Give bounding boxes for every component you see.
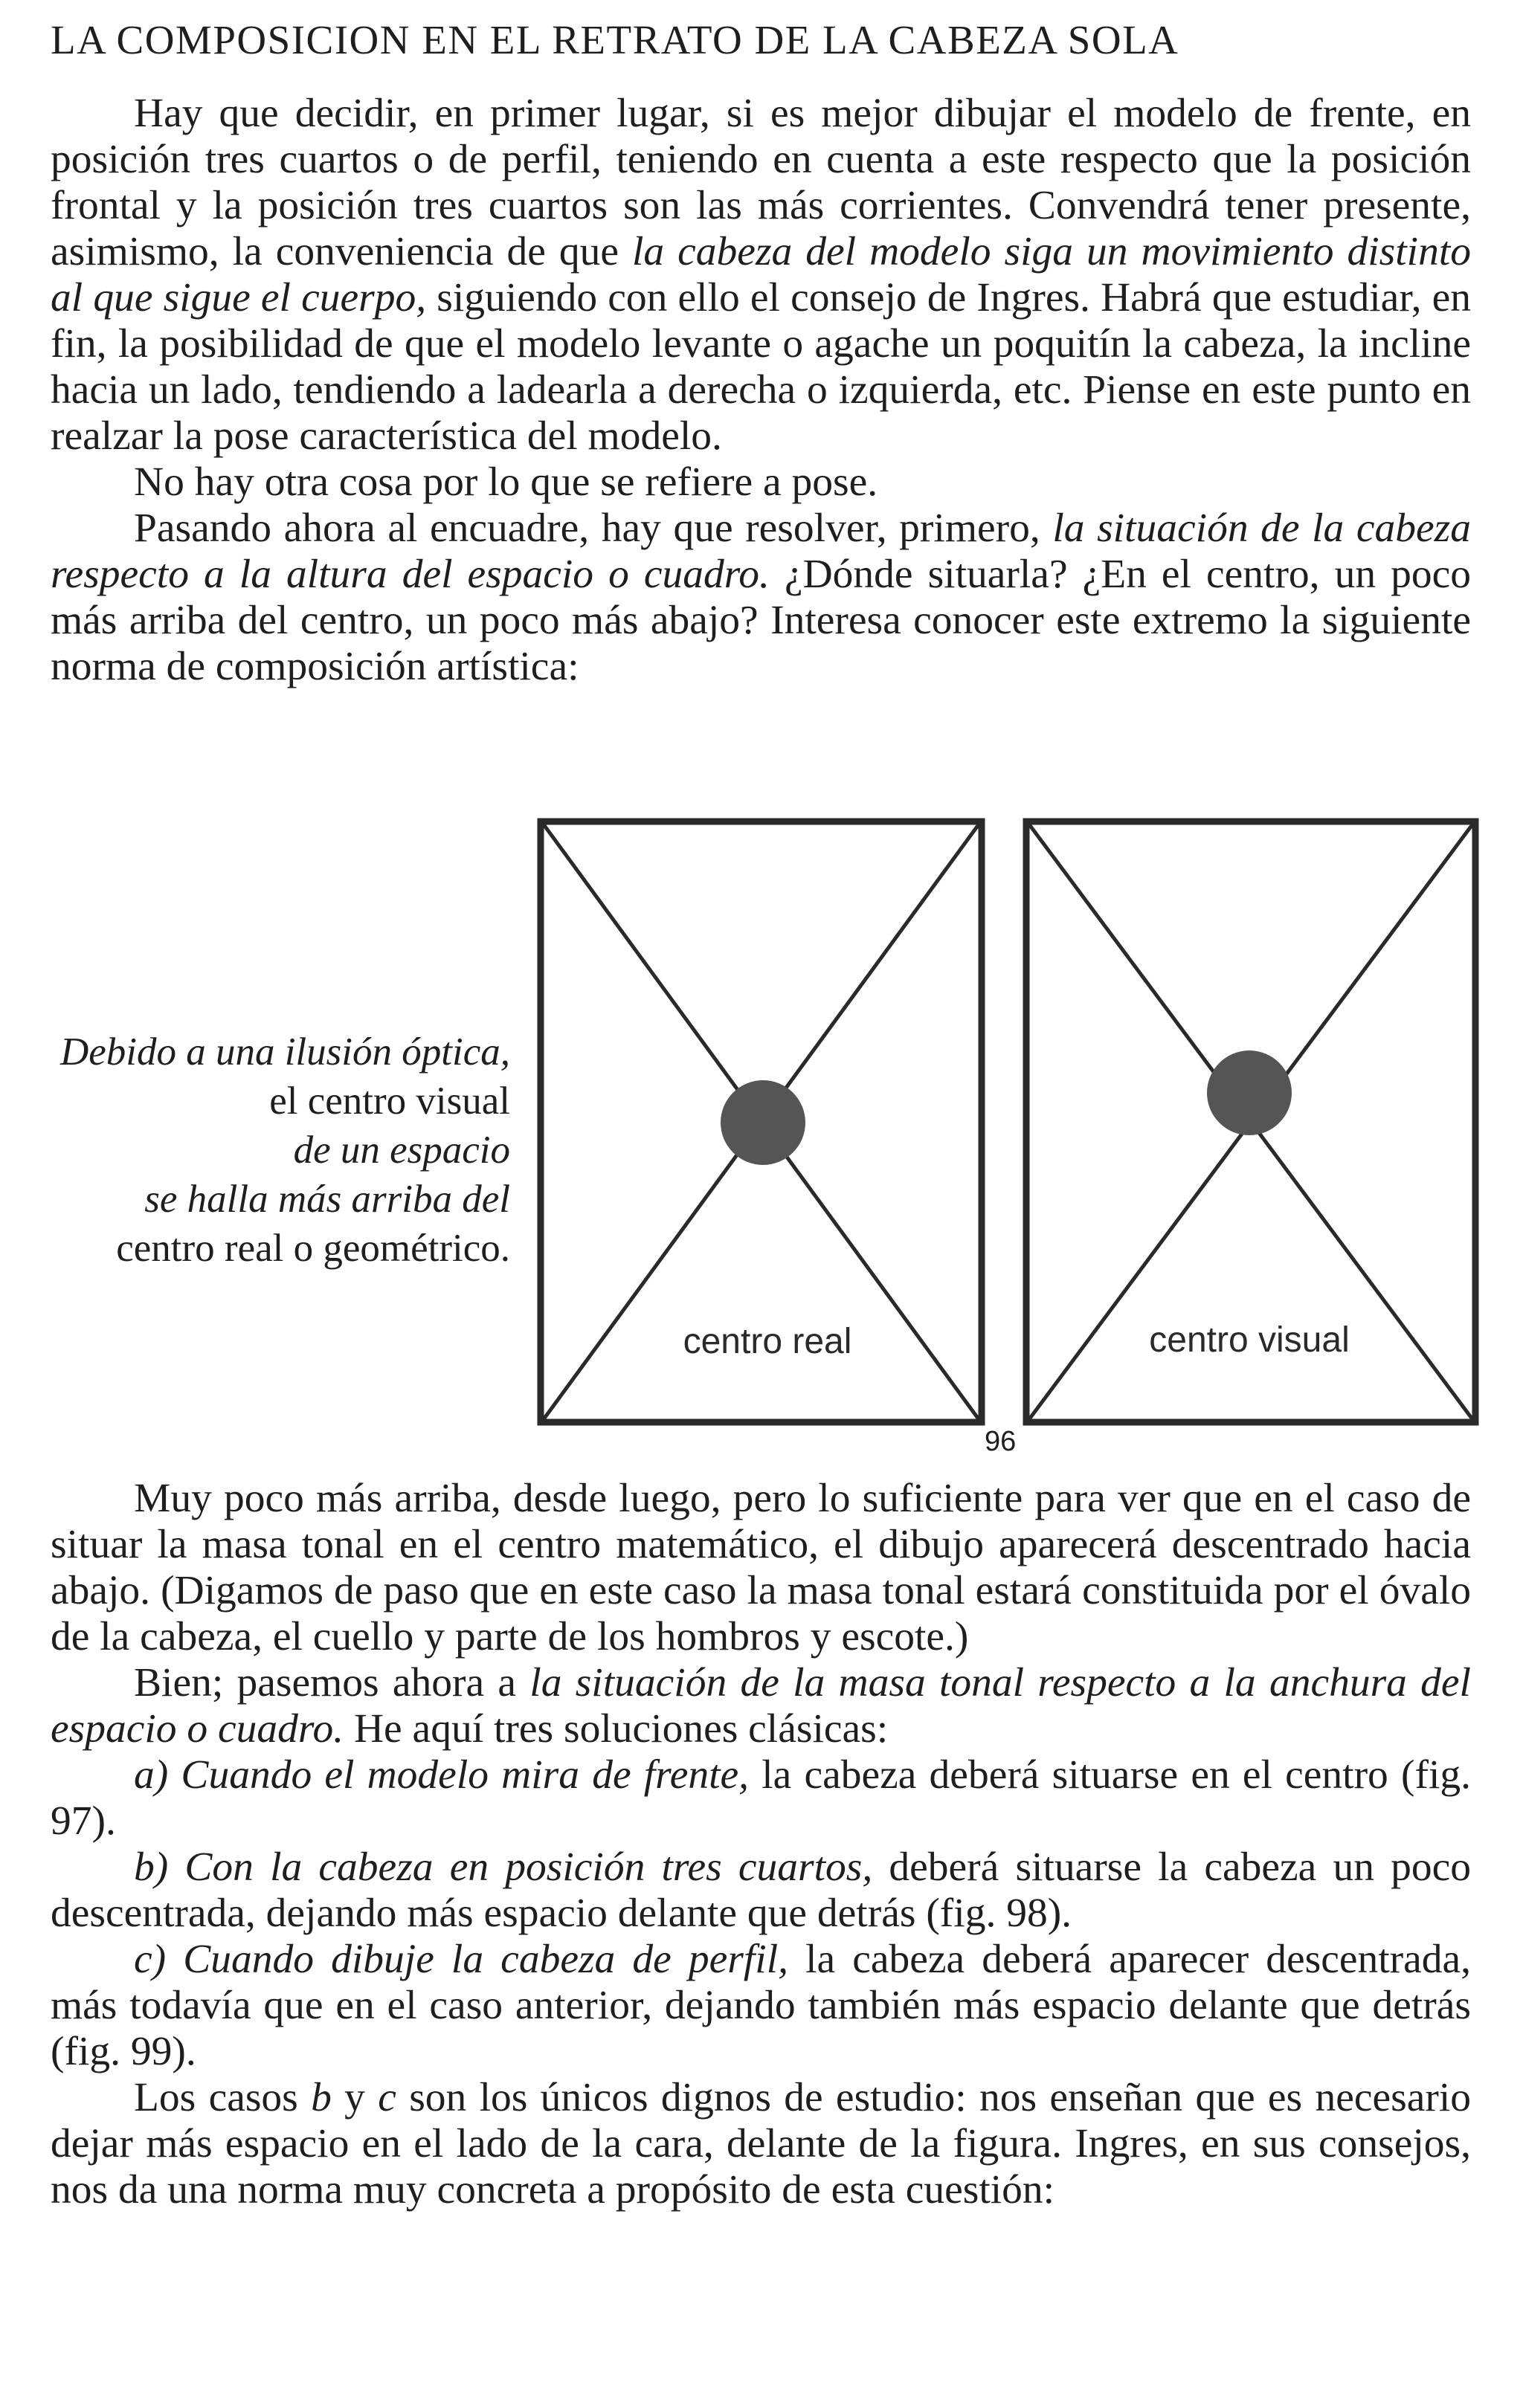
text-run: la cabeza deberá situarse en el centro (fig. 97). — [51, 1752, 1471, 1844]
paragraph — [51, 1752, 1471, 1844]
italic-run: a) — [134, 1752, 169, 1798]
label-centro-visual: centro visual — [1149, 1320, 1350, 1360]
panel-visual-center — [1026, 822, 1475, 1422]
paragraph — [51, 2075, 1471, 2213]
text-run: Muy poco más arriba, desde luego, pero lo suficiente para ver que en el caso de situar la masa tonal en el centro matemático, el dibujo aparecerá descentrado hacia abajo. (Digamos de paso que en este caso la masa tonal estará constituida por el óvalo de la cabeza, el cuello y parte de los hombros y escote.) — [51, 1476, 1471, 1659]
text-run: deberá situarse la cabeza un poco descentrada, dejando más espacio delante que detrás (fig. 98). — [51, 1844, 1472, 1936]
figure-number: 96 — [985, 1426, 1017, 1457]
italic-run: Con la cabeza en posición tres cuartos, — [184, 1844, 873, 1890]
page-title: LA COMPOSICION EN EL RETRATO DE LA CABEZA SOLA — [51, 17, 1179, 62]
italic-run: c) — [134, 1937, 167, 1982]
text-run: la cabeza deberá aparecer descentrada, más todavía que en el caso anterior, dejando también más espacio delante que detrás (fig. 99). — [51, 1937, 1472, 2074]
text-run: y — [331, 2075, 379, 2120]
text-run: Bien; pasemos ahora a — [134, 1660, 530, 1705]
paragraph — [51, 1937, 1471, 2075]
paragraph — [51, 1660, 1471, 1752]
text-run: Hay que decidir, en primer lugar, si es mejor dibujar el modelo de frente, en posición tres cuartos o de perfil, teniendo en cuenta a este respecto que la posición frontal y la posición tres cuartos son las más corrientes. Convendrá tener presente, asimismo, la conveniencia de que — [51, 91, 1471, 274]
italic-run: Cuando el modelo mira de frente, — [181, 1752, 750, 1798]
text-run: No hay otra cosa por lo que se refiere a pose. — [134, 459, 878, 505]
italic-run: c — [378, 2075, 396, 2120]
text-run: son los únicos dignos de estudio: nos enseñan que es necesario dejar más espacio en el lado de la cara, delante de la figura. Ingres, en sus consejos, nos da una norma muy concreta a propósito de esta cuestión: — [51, 2075, 1471, 2212]
italic-run: la situación de la cabeza respecto a la altura del espacio o cuadro. — [51, 506, 1471, 597]
caption-line: Debido a una ilusión óptica, — [59, 1030, 510, 1074]
text-run: Los casos — [134, 2075, 312, 2120]
tonal-mass-dot — [1207, 1050, 1292, 1135]
label-centro-real: centro real — [683, 1322, 852, 1361]
italic-run: la situación de la masa tonal respecto a la anchura del espacio o cuadro. — [51, 1660, 1471, 1752]
italic-run: la cabeza del modelo siga un movimiento distinto al que sigue el cuerpo, — [51, 229, 1471, 320]
body-text-bottom — [51, 1476, 1471, 2213]
text-run: siguiendo con ello el consejo de Ingres. Habrá que estudiar, en fin, la posibilidad de que el modelo levante o agache un poquitín la cabeza, la incline hacia un lado, tendiendo a ladearla a derecha o izquierda, etc. Piense en este punto en realzar la pose característica del modelo. — [51, 275, 1471, 459]
caption-line: centro real o geométrico. — [116, 1227, 510, 1270]
text-run — [166, 1937, 183, 1982]
text-run: He aquí tres soluciones clásicas: — [344, 1706, 889, 1752]
paragraph — [51, 1844, 1471, 1937]
text-run: Pasando ahora al encuadre, hay que resolver, primero, — [134, 506, 1053, 551]
paragraph — [51, 1476, 1471, 1660]
caption-line: el centro visual — [269, 1079, 510, 1123]
text-run — [168, 1752, 181, 1798]
italic-run: b — [311, 2075, 332, 2120]
italic-run: Cuando dibuje la cabeza de perfil, — [183, 1937, 788, 1982]
caption-line: de un espacio — [293, 1129, 510, 1172]
text-run — [168, 1844, 184, 1890]
italic-run: b) — [134, 1844, 169, 1890]
caption-line: se halla más arriba del — [144, 1178, 510, 1221]
panel-real-center — [541, 822, 982, 1422]
text-run: ¿Dónde situarla? ¿En el centro, un poco más arriba del centro, un poco más abajo? Interesa conocer este extremo la siguiente norma de composición artística: — [51, 552, 1471, 689]
tonal-mass-dot — [721, 1080, 805, 1165]
